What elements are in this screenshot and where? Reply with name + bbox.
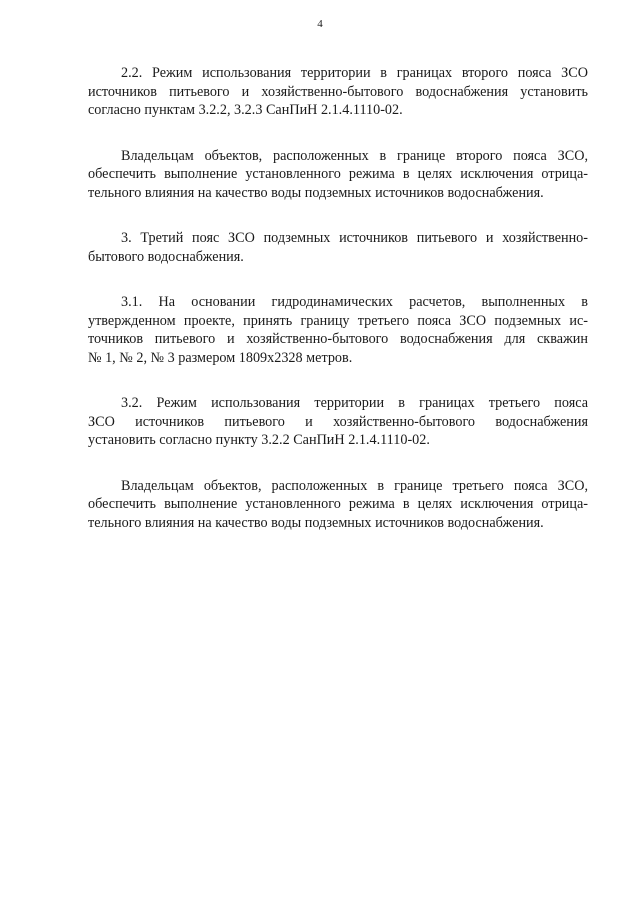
- paragraph-3-1: [88, 293, 588, 367]
- text-line: Владельцам объектов, расположенных в границе второго пояса ЗСО,: [121, 147, 588, 164]
- text-line: обеспечить выполнение установленного режима в целях исключения отрица-: [88, 496, 588, 512]
- text-line: ЗСО источников питьевого и хозяйственно-бытового водоснабжения: [88, 413, 588, 430]
- text-line: источников питьевого и хозяйственно-бытового водоснабжения установить: [88, 83, 588, 100]
- text-line: точников питьевого и хозяйственно-бытового водоснабжения для скважин: [88, 331, 588, 347]
- text-line: Владельцам объектов, расположенных в границе третьего пояса ЗСО,: [121, 477, 588, 494]
- paragraph-3-2: [88, 394, 588, 450]
- document-body: [88, 64, 588, 559]
- text-line: 3.1. На основании гидродинамических расчетов, выполненных в: [121, 294, 588, 310]
- text-line: согласно пунктам 3.2.2, 3.2.3 СанПиН 2.1.4.1110-02.: [88, 102, 403, 118]
- text-line: 2.2. Режим использования территории в границах второго пояса ЗСО: [121, 65, 588, 81]
- text-line: 3.2. Режим использования территории в границах третьего пояса: [121, 395, 588, 411]
- text-line: № 1, № 2, № 3 размером 1809х2328 метров.: [88, 349, 353, 366]
- text-line: утвержденном проекте, принять границу третьего пояса ЗСО подземных ис-: [88, 312, 588, 329]
- text-line: бытового водоснабжения.: [88, 248, 244, 265]
- text-line: тельного влияния на качество воды подземных источников водоснабжения.: [88, 514, 544, 531]
- paragraph-owners-third-zone: [88, 477, 588, 533]
- text-line: обеспечить выполнение установленного режима в целях исключения отрица-: [88, 166, 588, 182]
- text-line: 3. Третий пояс ЗСО подземных источников питьевого и хозяйственно-: [121, 230, 588, 246]
- paragraph-owners-second-zone: [88, 147, 588, 203]
- paragraph-3-heading: [88, 229, 588, 266]
- text-line: тельного влияния на качество воды подземных источников водоснабжения.: [88, 184, 544, 201]
- text-line: установить согласно пункту 3.2.2 СанПиН 2.1.4.1110-02.: [88, 432, 430, 448]
- paragraph-2-2: [88, 64, 588, 120]
- page-number: 4: [317, 18, 323, 30]
